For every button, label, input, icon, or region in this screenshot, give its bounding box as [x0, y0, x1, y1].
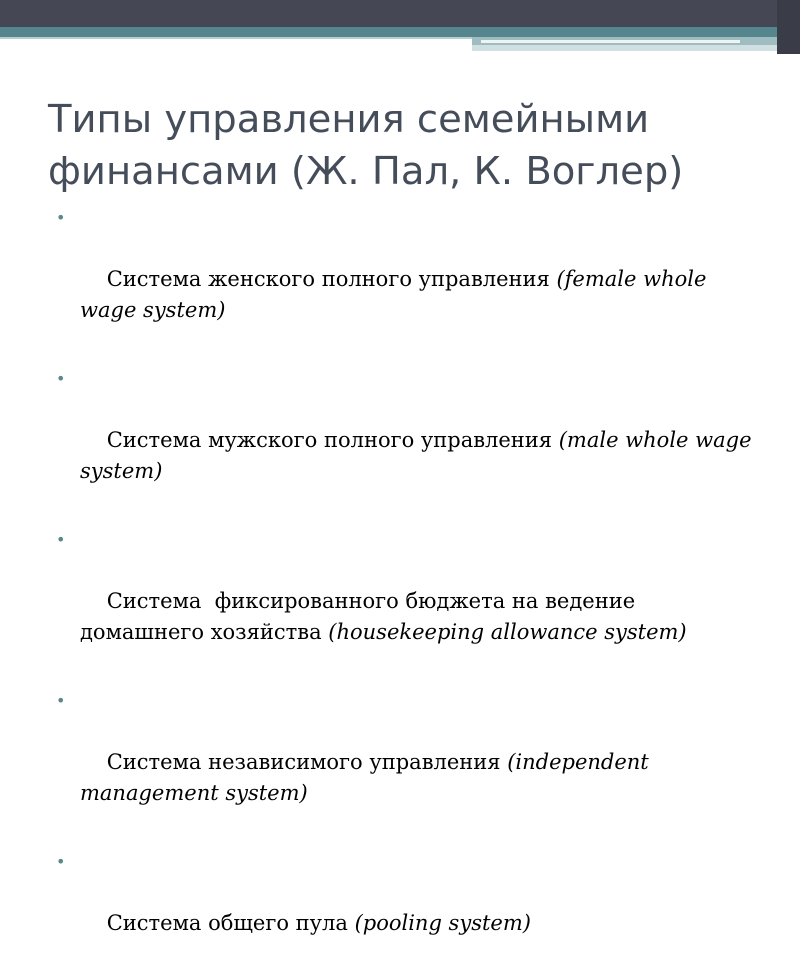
list-item [56, 363, 759, 518]
bullet-icon: • [56, 691, 66, 710]
item-term: (male whole wage system) [80, 428, 759, 483]
bullet-icon: • [56, 369, 66, 388]
list-item [56, 524, 756, 679]
bullet-icon: • [56, 530, 66, 549]
item-text: Система фиксированного бюджета на ведение домашнего хозяйства [80, 589, 642, 644]
list-item [56, 202, 756, 357]
decorative-line [0, 37, 472, 39]
item-term: (female whole wage system) [80, 267, 714, 322]
list-item [56, 685, 756, 840]
item-text: Система мужского полного управления [106, 428, 559, 452]
slide-title: Типы управления семейными финансами (Ж. Пал, К. Воглер) [48, 97, 684, 194]
bullet-list [56, 202, 759, 976]
header-bar [0, 0, 800, 27]
item-text: Система независимого управления [106, 750, 508, 774]
bullet-icon: • [56, 208, 66, 227]
item-term: (housekeeping allowance system) [328, 620, 687, 644]
list-item [56, 846, 756, 970]
item-term: (independent management system) [80, 750, 656, 805]
accent-band [0, 27, 800, 37]
item-text: Система общего пула [106, 911, 355, 935]
decorative-highlight [481, 40, 740, 43]
bullet-icon: • [56, 852, 66, 871]
item-text: Система женского полного управления [106, 267, 557, 291]
corner-tab [777, 0, 800, 54]
decorative-block-light [472, 45, 800, 51]
item-term: (pooling system) [354, 911, 531, 935]
